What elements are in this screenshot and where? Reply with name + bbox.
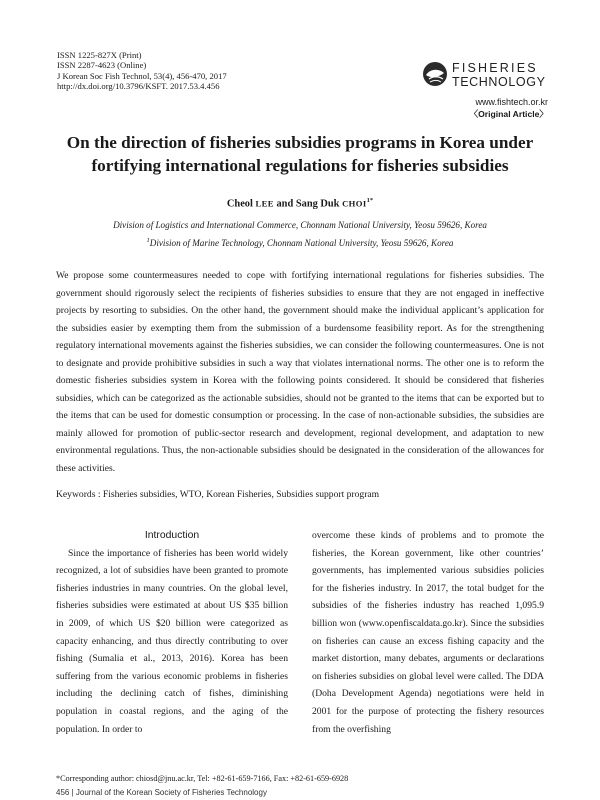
article-type: 〈Original Article〉 <box>469 109 548 119</box>
doi-link[interactable]: http://dx.doi.org/10.3796/KSFT. 2017.53.4.456 <box>57 81 220 92</box>
column-left <box>56 527 288 738</box>
affiliation-2-line <box>0 237 600 248</box>
paper-title: On the direction of fisheries subsidies programs in Korea under fortifying international regulations for fisheries subsidies <box>66 133 534 175</box>
section-heading-introduction: Introduction <box>144 530 200 541</box>
abstract: We propose some countermeasures needed to cope with fortifying international regulations for fisheries subsidies. The government should rigorously select the recipients of fisheries subsidies to ensure that they are not engaged in ineffective projects by resorting to subsidies. On the other hand, the government should make the individual applicant’s application for the subsidies easier by exempting them from the submission of a burdensome feasibility report. As for the strengthening regulatory international movements against the fisheries subsidies, we can consider the following countermeasures. One is not to designate and provide prohibitive subsidies in such a way that violates international norms. The other one is to reform the domestic fisheries subsidies system in Korea with the following points considered. It should be considered that fisheries subsidies, which can be categorized as the actionable subsidies, should not be granted to the items that can be exported but to the items that can be used for domestic consumption or processing. In the case of non-actionable subsidies, the subsidies are mainly allowed for promotion of public-sector research and development, regional development, and adaptation to new environmental regulations. Thus, the non-actionable subsidies should be designated in the consideration of the allowances for these activities. <box>56 270 544 475</box>
fish-emblem-icon <box>422 61 448 87</box>
journal-citation: J Korean Soc Fish Technol, 53(4), 456-470, 2017 <box>57 70 227 81</box>
affiliation-1: Division of Logistics and International Commerce, Chonnam National University, Yeosu 59626, Korea <box>113 220 487 230</box>
logo-text-technology: TECHNOLOGY <box>452 75 546 89</box>
author-line <box>0 197 600 209</box>
author2-superscript: 1* <box>366 197 374 204</box>
author2-last-name: CHOI <box>342 198 367 209</box>
journal-meta <box>57 50 227 92</box>
corresponding-author-footnote: *Corresponding author: chiosd@jnu.ac.kr, Tel: +82-61-659-7166, Fax: +82-61-659-6928 <box>56 774 349 783</box>
author1-first-name: Cheol <box>226 198 256 210</box>
logo-text-fisheries: FISHERIES <box>452 61 538 75</box>
journal-website[interactable]: www.fishtech.or.kr <box>475 97 548 107</box>
affiliation-2: Division of Marine Technology, Chonnam National University, Yeosu 59626, Korea <box>149 238 454 249</box>
author1-last-name: LEE <box>255 198 274 209</box>
issn-online: ISSN 2287-4623 (Online) <box>57 60 147 71</box>
column-right <box>312 527 544 738</box>
author-conjunction: and <box>273 198 296 210</box>
keywords: Keywords : Fisheries subsidies, WTO, Korean Fisheries, Subsidies support program <box>56 489 380 500</box>
issn-print: ISSN 1225-827X (Print) <box>57 50 142 60</box>
introduction-paragraph-right: overcome these kinds of problems and to promote the fisheries, the Korean government, like other countries’ governments, has implemented various subsidies policies for the fisheries industry. In 2017, the total budget for the subsidies of the fisheries industry has reached 1,095.9 billion won (www.openfiscaldata.go.kr). Since the subsidies on fisheries can cause an excess fishing capacity and the market distortion, many debates, arguments or declarations on fisheries subsidies on global level were called. The DDA (Doha Development Agenda) negotiations were held in 2001 for the purpose of protecting the fishery resources from the overfishing <box>312 530 544 735</box>
affiliation-2-superscript: 1 <box>146 237 150 244</box>
journal-logo <box>420 59 550 97</box>
author2-first-name: Sang Duk <box>295 198 343 210</box>
page-footer: 456 | Journal of the Korean Society of Fisheries Technology <box>56 788 267 797</box>
introduction-paragraph-left: Since the importance of fisheries has been world widely recognized, a lot of subsidies have been granted to promote fisheries industries in many countries. On the global level, fisheries subsidies were estimated at about US $35 billion in 2009, of which US $20 billion were categorized as capacity enhancing, and thus directly contributing to over fishing (Sumalia et al., 2013, 2016). Korea has been suffering from the various economic problems in fisheries including the declining catch of fishes, diminishing population in coastal regions, and the aging of the population. In order to <box>56 547 288 735</box>
